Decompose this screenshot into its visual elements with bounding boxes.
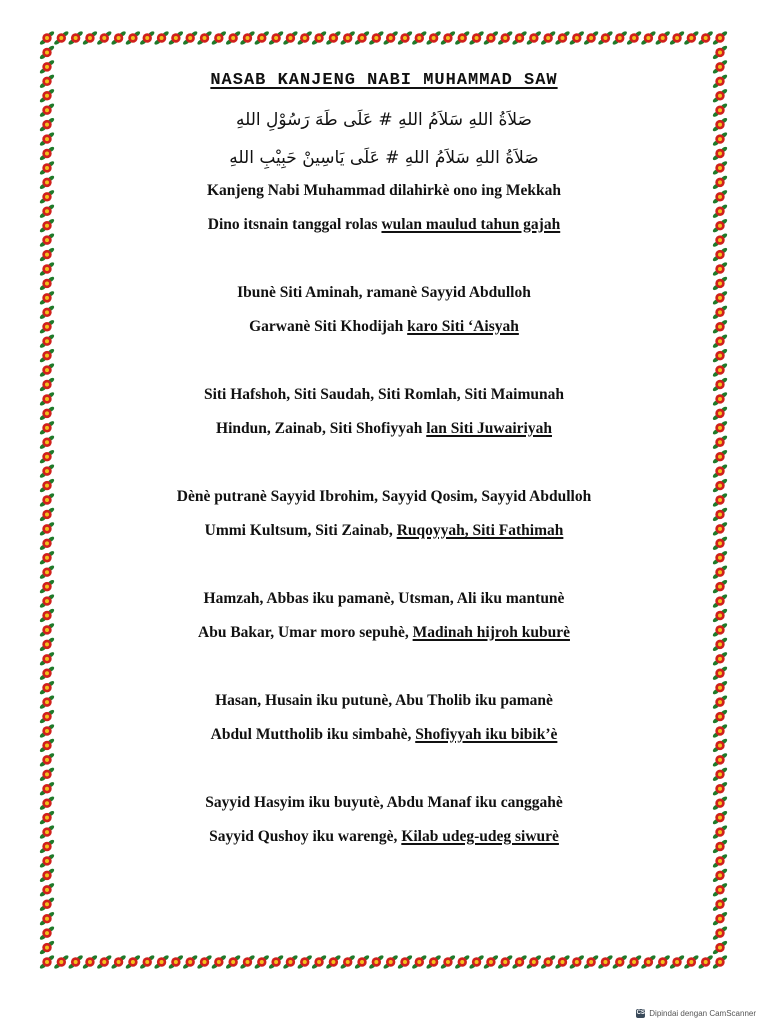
- flower-ornament: [712, 564, 728, 579]
- flower-ornament: [182, 954, 198, 969]
- flower-ornament: [712, 204, 728, 219]
- flower-ornament: [239, 954, 255, 969]
- flower-ornament: [712, 59, 728, 74]
- flower-ornament: [39, 449, 55, 464]
- flower-ornament: [39, 131, 55, 146]
- flower-ornament: [712, 30, 728, 45]
- flower-ornament: [39, 30, 55, 45]
- flower-ornament: [39, 781, 55, 796]
- flower-ornament: [712, 709, 728, 724]
- flower-ornament: [39, 463, 55, 478]
- verse-line: [80, 310, 688, 344]
- flower-ornament: [225, 954, 241, 969]
- verse-text: Kanjeng Nabi Muhammad dilahirkè ono ing Mekkah: [207, 182, 561, 199]
- flower-ornament: [39, 709, 55, 724]
- verse-text: Siti Hafshoh, Siti Saudah, Siti Romlah, Siti Maimunah: [203, 386, 565, 403]
- flower-ornament: [712, 795, 728, 810]
- flower-ornament: [39, 348, 55, 363]
- flower-ornament: [583, 30, 599, 45]
- flower-ornament: [411, 30, 427, 45]
- flower-ornament: [96, 954, 112, 969]
- flower-ornament: [712, 723, 728, 738]
- flower-ornament: [368, 954, 384, 969]
- flower-ornament: [712, 824, 728, 839]
- flower-ornament: [125, 954, 141, 969]
- flower-ornament: [96, 30, 112, 45]
- flower-ornament: [39, 593, 55, 608]
- flower-ornament: [39, 189, 55, 204]
- flower-ornament: [39, 420, 55, 435]
- flower-ornament: [712, 752, 728, 767]
- flower-ornament: [468, 954, 484, 969]
- scanner-footer-text: Dipindai dengan CamScanner: [649, 1009, 756, 1018]
- flower-ornament: [39, 305, 55, 320]
- flower-ornament: [39, 435, 55, 450]
- flower-ornament: [39, 810, 55, 825]
- flower-ornament: [53, 954, 69, 969]
- flower-ornament: [82, 30, 98, 45]
- verse-underlined-text: wulan maulud tahun gajah: [381, 216, 561, 233]
- flower-ornament: [39, 45, 55, 60]
- flower-ornament: [712, 74, 728, 89]
- flower-ornament: [354, 954, 370, 969]
- flower-ornament: [669, 954, 685, 969]
- flower-ornament: [39, 795, 55, 810]
- flower-ornament: [39, 204, 55, 219]
- verse-line: [80, 174, 688, 208]
- flower-ornament: [39, 333, 55, 348]
- flower-ornament: [39, 536, 55, 551]
- scanner-footer: [636, 1009, 756, 1018]
- flower-ornament: [669, 30, 685, 45]
- flower-ornament: [612, 30, 628, 45]
- flower-ornament: [39, 232, 55, 247]
- flower-ornament: [39, 853, 55, 868]
- flower-ornament: [325, 954, 341, 969]
- flower-ornament: [712, 189, 728, 204]
- flower-ornament: [39, 954, 55, 969]
- flower-ornament: [39, 146, 55, 161]
- flower-ornament: [655, 30, 671, 45]
- flower-ornament: [383, 30, 399, 45]
- flower-ornament: [311, 30, 327, 45]
- flower-ornament: [712, 232, 728, 247]
- flower-ornament: [511, 30, 527, 45]
- flower-ornament: [712, 492, 728, 507]
- stanza: [80, 786, 688, 854]
- flower-ornament: [712, 377, 728, 392]
- flower-ornament: [712, 579, 728, 594]
- flower-ornament: [454, 30, 470, 45]
- flower-ornament: [540, 30, 556, 45]
- verse-line: [80, 412, 688, 446]
- flower-ornament: [712, 694, 728, 709]
- flower-ornament: [426, 954, 442, 969]
- verse-text: Hamzah, Abbas iku pamanè, Utsman, Ali iku mantunè: [203, 590, 565, 607]
- flower-ornament: [39, 406, 55, 421]
- flower-ornament: [153, 954, 169, 969]
- flower-ornament: [39, 680, 55, 695]
- flower-ornament: [683, 30, 699, 45]
- flower-ornament: [712, 88, 728, 103]
- flower-ornament: [411, 954, 427, 969]
- verse-underlined-text: lan Siti Juwairiyah: [426, 420, 552, 437]
- flower-ornament: [597, 954, 613, 969]
- flower-ornament: [39, 767, 55, 782]
- flower-ornament: [712, 680, 728, 695]
- flower-ornament: [39, 897, 55, 912]
- flower-ornament: [497, 954, 513, 969]
- flower-ornament: [39, 550, 55, 565]
- flower-ornament: [68, 30, 84, 45]
- flower-ornament: [268, 954, 284, 969]
- flower-ornament: [354, 30, 370, 45]
- flower-ornament: [39, 247, 55, 262]
- verse-underlined-text: Shofiyyah iku bibik’è: [415, 726, 558, 743]
- flower-ornament: [368, 30, 384, 45]
- flower-ornament: [712, 319, 728, 334]
- stanza: [80, 276, 688, 344]
- flower-ornament: [712, 45, 728, 60]
- flower-ornament: [39, 521, 55, 536]
- flower-ornament: [655, 954, 671, 969]
- flower-ornament: [39, 319, 55, 334]
- verse-text: Ibunè Siti Aminah, ramanè Sayyid Abdulloh: [237, 284, 531, 301]
- flower-ornament: [712, 853, 728, 868]
- flower-ornament: [698, 30, 714, 45]
- flower-ornament: [39, 160, 55, 175]
- flower-ornament: [712, 276, 728, 291]
- flower-ornament: [712, 593, 728, 608]
- flower-ornament: [110, 954, 126, 969]
- flower-ornament: [39, 911, 55, 926]
- flower-ornament: [225, 30, 241, 45]
- flower-ornament: [39, 752, 55, 767]
- verse-text: Abdul Muttholib iku simbahè,: [210, 726, 416, 743]
- flower-ornament: [698, 954, 714, 969]
- flower-ornament: [39, 925, 55, 940]
- flower-ornament: [297, 30, 313, 45]
- verse-line: [80, 616, 688, 650]
- verse-text: Hasan, Husain iku putunè, Abu Tholib iku pamanè: [215, 692, 553, 709]
- verse-text: Abu Bakar, Umar moro sepuhè,: [198, 624, 413, 641]
- flower-ornament: [569, 30, 585, 45]
- flower-ornament: [39, 839, 55, 854]
- verse-line: [80, 786, 688, 820]
- flower-ornament: [712, 608, 728, 623]
- flower-ornament: [39, 940, 55, 955]
- flower-ornament: [712, 521, 728, 536]
- flower-ornament: [39, 608, 55, 623]
- flower-ornament: [712, 160, 728, 175]
- verse-line: [80, 582, 688, 616]
- flower-ornament: [39, 622, 55, 637]
- flower-ornament: [39, 218, 55, 233]
- flower-ornament: [39, 391, 55, 406]
- verse-line: [80, 684, 688, 718]
- flower-ornament: [712, 911, 728, 926]
- verse-underlined-text: Kilab udeg-udeg siwurè: [401, 828, 559, 845]
- flower-ornament: [397, 30, 413, 45]
- flower-ornament: [640, 30, 656, 45]
- flower-ornament: [483, 954, 499, 969]
- flower-ornament: [712, 651, 728, 666]
- flower-ornament: [39, 74, 55, 89]
- flower-ornament: [468, 30, 484, 45]
- flower-ornament: [39, 59, 55, 74]
- flower-ornament: [526, 954, 542, 969]
- flower-ornament: [554, 954, 570, 969]
- flower-ornament: [440, 30, 456, 45]
- flower-ornament: [39, 102, 55, 117]
- flower-ornament: [39, 579, 55, 594]
- flower-ornament: [712, 882, 728, 897]
- flower-ornament: [540, 954, 556, 969]
- flower-ornament: [712, 261, 728, 276]
- flower-ornament: [712, 102, 728, 117]
- verse-line: [80, 276, 688, 310]
- flower-ornament: [383, 954, 399, 969]
- flower-ornament: [39, 868, 55, 883]
- verse-text: Sayyid Qushoy iku warengè,: [209, 828, 402, 845]
- flower-ornament: [712, 767, 728, 782]
- flower-ornament: [282, 30, 298, 45]
- verse-line: [80, 480, 688, 514]
- flower-ornament: [282, 954, 298, 969]
- verse-text: Sayyid Hasyim iku buyutè, Abdu Manaf iku canggahè: [205, 794, 563, 811]
- flower-ornament: [196, 954, 212, 969]
- flower-ornament: [526, 30, 542, 45]
- flower-ornament: [39, 824, 55, 839]
- flower-ornament: [483, 30, 499, 45]
- flower-ornament: [712, 146, 728, 161]
- flower-ornament: [39, 117, 55, 132]
- flower-ornament: [39, 276, 55, 291]
- flower-ornament: [712, 463, 728, 478]
- flower-ornament: [712, 362, 728, 377]
- flower-ornament: [712, 810, 728, 825]
- flower-ornament: [569, 954, 585, 969]
- stanza: [80, 582, 688, 650]
- flower-ornament: [712, 391, 728, 406]
- flower-ornament: [39, 637, 55, 652]
- flower-ornament: [397, 954, 413, 969]
- flower-ornament: [39, 738, 55, 753]
- flower-ornament: [53, 30, 69, 45]
- flower-ornament: [712, 666, 728, 681]
- verse-text: Dènè putranè Sayyid Ibrohim, Sayyid Qosim, Sayyid Abdulloh: [176, 488, 592, 505]
- verse-text: Garwanè Siti Khodijah: [249, 318, 408, 335]
- flower-ornament: [340, 30, 356, 45]
- flower-ornament: [640, 954, 656, 969]
- flower-ornament: [82, 954, 98, 969]
- verse-line: [80, 718, 688, 752]
- stanza: [80, 480, 688, 548]
- flower-ornament: [39, 651, 55, 666]
- flower-ornament: [153, 30, 169, 45]
- flower-ornament: [39, 507, 55, 522]
- flower-ornament: [712, 218, 728, 233]
- stanza: [80, 378, 688, 446]
- flower-ornament: [712, 420, 728, 435]
- flower-ornament: [712, 940, 728, 955]
- flower-ornament: [39, 88, 55, 103]
- flower-ornament: [712, 868, 728, 883]
- flower-ornament: [712, 507, 728, 522]
- flower-ornament: [426, 30, 442, 45]
- flower-ornament: [139, 30, 155, 45]
- flower-ornament: [712, 348, 728, 363]
- verse-underlined-text: Ruqoyyah, Siti Fathimah: [396, 522, 564, 539]
- page-title: NASAB KANJENG NABI MUHAMMAD SAW: [210, 71, 558, 90]
- arabic-sholawat-line-1: صَلاَةُ اللهِ سَلاَمُ اللهِ # عَلَى طَهَ رَسُوْلِ اللهِ: [236, 110, 532, 130]
- flower-ornament: [254, 30, 270, 45]
- flower-ornament: [712, 925, 728, 940]
- flower-ornament: [712, 781, 728, 796]
- flower-ornament: [39, 175, 55, 190]
- flower-ornament: [39, 564, 55, 579]
- flower-ornament: [712, 435, 728, 450]
- flower-ornament: [39, 261, 55, 276]
- verse-line: [80, 820, 688, 854]
- verse-line: [80, 208, 688, 242]
- flower-ornament: [583, 954, 599, 969]
- flower-ornament: [340, 954, 356, 969]
- flower-ornament: [683, 954, 699, 969]
- flower-ornament: [268, 30, 284, 45]
- flower-ornament: [139, 954, 155, 969]
- flower-ornament: [626, 30, 642, 45]
- verse-text: Hindun, Zainab, Siti Shofiyyah: [216, 420, 427, 437]
- flower-ornament: [39, 290, 55, 305]
- flower-ornament: [712, 839, 728, 854]
- flower-ornament: [712, 247, 728, 262]
- flower-ornament: [39, 666, 55, 681]
- flower-ornament: [497, 30, 513, 45]
- flower-ornament: [211, 954, 227, 969]
- flower-ornament: [39, 694, 55, 709]
- flower-ornament: [712, 550, 728, 565]
- stanza: [80, 174, 688, 242]
- flower-ornament: [68, 954, 84, 969]
- flower-ornament: [626, 954, 642, 969]
- flower-ornament: [182, 30, 198, 45]
- flower-ornament: [612, 954, 628, 969]
- flower-ornament: [712, 290, 728, 305]
- flower-ornament: [39, 723, 55, 738]
- flower-ornament: [712, 333, 728, 348]
- flower-ornament: [554, 30, 570, 45]
- flower-ornament: [39, 492, 55, 507]
- poem-stanzas: [80, 174, 688, 854]
- flower-ornament: [712, 637, 728, 652]
- flower-ornament: [712, 738, 728, 753]
- flower-ornament: [712, 305, 728, 320]
- flower-ornament: [297, 954, 313, 969]
- flower-ornament: [511, 954, 527, 969]
- verse-line: [80, 514, 688, 548]
- flower-ornament: [39, 362, 55, 377]
- flower-ornament: [110, 30, 126, 45]
- flower-ornament: [39, 882, 55, 897]
- flower-ornament: [712, 406, 728, 421]
- document-body: [80, 62, 688, 854]
- flower-ornament: [211, 30, 227, 45]
- flower-ornament: [239, 30, 255, 45]
- flower-ornament: [712, 449, 728, 464]
- flower-ornament: [454, 954, 470, 969]
- flower-ornament: [254, 954, 270, 969]
- flower-ornament: [168, 30, 184, 45]
- flower-ornament: [196, 30, 212, 45]
- flower-ornament: [712, 175, 728, 190]
- flower-ornament: [712, 131, 728, 146]
- verse-underlined-text: karo Siti ‘Aisyah: [407, 318, 519, 335]
- flower-ornament: [440, 954, 456, 969]
- flower-ornament: [311, 954, 327, 969]
- arabic-sholawat-line-2: صَلاَةُ اللهِ سَلاَمُ اللهِ # عَلَى يَاسِينْ حَبِيْبِ اللهِ: [229, 148, 539, 168]
- verse-text: Ummi Kultsum, Siti Zainab,: [204, 522, 397, 539]
- flower-ornament: [39, 377, 55, 392]
- flower-ornament: [712, 117, 728, 132]
- camscanner-icon: CS: [636, 1010, 645, 1016]
- flower-ornament: [712, 954, 728, 969]
- flower-ornament: [597, 30, 613, 45]
- verse-text: Dino itsnain tanggal rolas: [207, 216, 382, 233]
- flower-ornament: [712, 622, 728, 637]
- flower-ornament: [325, 30, 341, 45]
- verse-underlined-text: Madinah hijroh kuburè: [412, 624, 570, 641]
- verse-line: [80, 378, 688, 412]
- flower-ornament: [712, 478, 728, 493]
- flower-ornament: [712, 536, 728, 551]
- flower-ornament: [712, 897, 728, 912]
- flower-ornament: [168, 954, 184, 969]
- stanza: [80, 684, 688, 752]
- flower-ornament: [39, 478, 55, 493]
- flower-ornament: [125, 30, 141, 45]
